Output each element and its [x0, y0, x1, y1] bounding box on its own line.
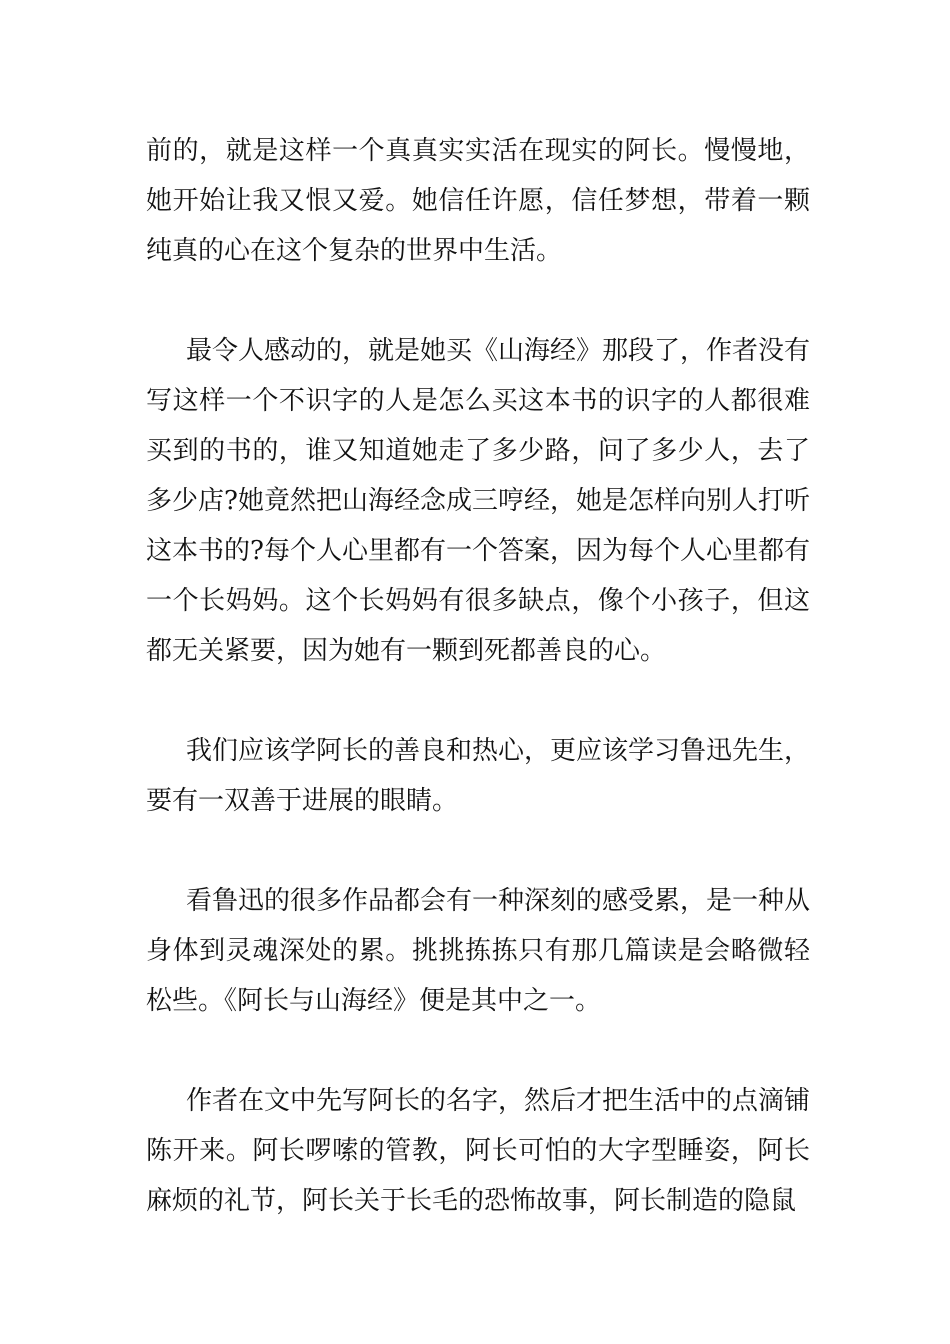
paragraph: 作者在文中先写阿长的名字，然后才把生活中的点滴铺陈开来。阿长啰嗦的管教，阿长可怕的大字型睡姿，阿长麻烦的礼节，阿长关于长毛的恐怖故事，阿长制造的隐鼠 [146, 1086, 811, 1216]
paragraph: 看鲁迅的很多作品都会有一种深刻的感受累，是一种从身体到灵魂深处的累。挑挑拣拣只有那几篇读是会略微轻松些。《阿长与山海经》便是其中之一。 [146, 886, 811, 1016]
paragraph: 最令人感动的，就是她买《山海经》那段了，作者没有写这样一个不识字的人是怎么买这本书的识字的人都很难买到的书的，谁又知道她走了多少路，问了多少人，去了多少店?她竟然把山海经念成三哼经，她是怎样向别人打听这本书的?每个人心里都有一个答案，因为每个人心里都有一个长妈妈。这个长妈妈有很多缺点，像个小孩子，但这都无关紧要，因为她有一颗到死都善良的心。 [146, 336, 811, 666]
document-body [146, 126, 810, 1226]
paragraph-continued: 前的，就是这样一个真真实实活在现实的阿长。慢慢地，她开始让我又恨又爱。她信任许愿，信任梦想，带着一颗纯真的心在这个复杂的世界中生活。 [146, 136, 810, 266]
paragraph: 我们应该学阿长的善良和热心，更应该学习鲁迅先生，要有一双善于进展的眼睛。 [146, 736, 811, 816]
